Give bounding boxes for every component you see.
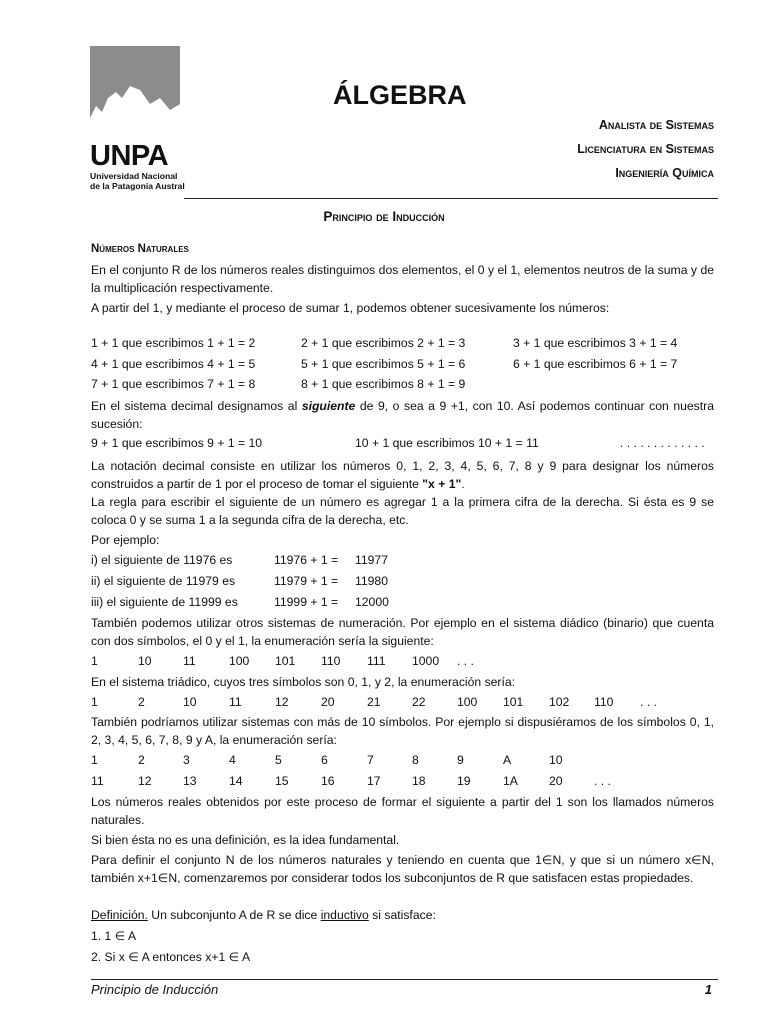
base11-number: 20 <box>549 774 563 788</box>
ternary-number: 2 <box>138 695 145 709</box>
example-text: i) el siguiente de 11976 es <box>91 553 233 567</box>
logo-subtitle-line2: de la Patagonia Austral <box>90 181 185 191</box>
base11-number: 16 <box>321 774 335 788</box>
document-title: ÁLGEBRA <box>333 80 467 110</box>
binary-number: 111 <box>367 654 386 668</box>
ternary-number: 100 <box>457 695 478 709</box>
page-number: 1 <box>704 982 712 997</box>
base11-number: 2 <box>138 753 145 767</box>
binary-number: 10 <box>138 654 152 668</box>
base11-number: 13 <box>183 774 197 788</box>
paragraph-notation: La notación decimal consiste en utilizar los números 0, 1, 2, 3, 4, 5, 6, 7, 8 y 9 para designar los números construidos a partir de 1 por el proceso de tomar el siguiente "x + 1". <box>91 459 714 491</box>
section-title: Principio de Inducción <box>323 209 445 224</box>
base11-number: 4 <box>229 753 236 767</box>
base11-number: 5 <box>275 753 282 767</box>
example-result: 11980 <box>355 574 388 588</box>
example-text: ii) el siguiente de 11979 es <box>91 574 236 588</box>
logo-subtitle-line1: Universidad Nacional <box>90 171 178 181</box>
condition-2: 2. Si x ∈ A entonces x+1 ∈ A <box>91 950 251 964</box>
succession-cell: 10 + 1 que escribimos 10 + 1 = 11 <box>355 436 539 450</box>
ternary-number: 22 <box>412 695 426 709</box>
paragraph-example-intro: Por ejemplo: <box>91 533 160 547</box>
binary-number: 110 <box>321 654 341 668</box>
paragraph-reals: En el conjunto R de los números reales distinguimos dos elementos, el 0 y el 1, elementos neutros de la suma y de la multiplicación respectivamente. <box>91 263 714 295</box>
base11-number: 9 <box>457 753 464 767</box>
base11-number: 10 <box>549 753 563 767</box>
example-sum: 11999 + 1 = <box>274 595 339 609</box>
binary-ellipsis: . . . <box>457 654 474 668</box>
base11-number: A <box>503 753 512 767</box>
base11-number: 3 <box>183 753 190 767</box>
example-result: 11977 <box>355 553 388 567</box>
program-3: Ingeniería Química <box>615 166 714 180</box>
succession-ellipsis: . . . . . . . . . . . . . <box>620 436 705 450</box>
base11-number: 14 <box>229 774 243 788</box>
subsection-heading: Números Naturales <box>91 243 189 255</box>
base11-number: 12 <box>138 774 152 788</box>
paragraph-decimal: En el sistema decimal designamos al siguiente de 9, o sea a 9 +1, con 10. Así podemos continuar con nuestra sucesión: <box>91 399 714 431</box>
base11-ellipsis: . . . <box>594 774 611 788</box>
definition-inductive: Definición. Un subconjunto A de R se dice inductivo si satisface: <box>91 908 436 922</box>
paragraph-define-n: Para definir el conjunto N de los números naturales y teniendo en cuenta que 1∈N, y que si un número x∈N, también x+1∈N, comenzaremos por considerar todos los subconjuntos de R que satisfacen estas propiedades. <box>91 853 714 885</box>
paragraph-rule: La regla para escribir el siguiente de un número es agregar 1 a la primera cifra de la derecha. Si ésta es 9 se coloca 0 y se suma 1 a la segunda cifra de la derecha, etc. <box>91 495 714 527</box>
sum-cell: 1 + 1 que escribimos 1 + 1 = 2 <box>91 336 256 350</box>
logo-wordmark: UNPA <box>90 140 169 172</box>
base11-number: 11 <box>91 774 104 788</box>
base11-number: 1 <box>91 753 98 767</box>
example-sum: 11976 + 1 = <box>274 553 339 567</box>
ternary-number: 12 <box>275 695 289 709</box>
example-result: 12000 <box>355 595 389 609</box>
paragraph-base11-intro: También podríamos utilizar sistemas con más de 10 símbolos. Por ejemplo si dispusiéramos de los símbolos 0, 1, 2, 3, 4, 5, 6, 7, 8, 9 y A, la enumeración sería: <box>91 715 714 747</box>
program-1: Analista de Sistemas <box>598 118 714 132</box>
base11-number: 7 <box>367 753 374 767</box>
base11-number: 1A <box>503 774 518 788</box>
base11-number: 17 <box>367 774 381 788</box>
example-text: iii) el siguiente de 11999 es <box>91 595 238 609</box>
condition-1: 1. 1 ∈ A <box>91 929 137 943</box>
sum-cell: 8 + 1 que escribimos 8 + 1 = 9 <box>301 377 466 391</box>
succession-cell: 9 + 1 que escribimos 9 + 1 = 10 <box>91 436 263 450</box>
binary-number: 1000 <box>412 654 440 668</box>
sum-cell: 4 + 1 que escribimos 4 + 1 = 5 <box>91 357 256 371</box>
paragraph-ternary-intro: En el sistema triádico, cuyos tres símbolos son 0, 1, y 2, la enumeración sería: <box>91 675 516 689</box>
paragraph-binary-intro: También podemos utilizar otros sistemas de numeración. Por ejemplo en el sistema diádico (binario) que cuenta con dos símbolos, el 0 y el 1, la enumeración sería la siguiente: <box>91 616 714 648</box>
binary-number: 100 <box>229 654 250 668</box>
ternary-number: 11 <box>229 695 242 709</box>
sum-cell: 2 + 1 que escribimos 2 + 1 = 3 <box>301 336 466 350</box>
ternary-number: 21 <box>367 695 381 709</box>
binary-number: 1 <box>91 654 98 668</box>
ternary-number: 102 <box>549 695 570 709</box>
paragraph-idea: Si bien ésta no es una definición, es la idea fundamental. <box>91 833 400 847</box>
sum-cell: 6 + 1 que escribimos 6 + 1 = 7 <box>513 357 678 371</box>
ternary-ellipsis: . . . <box>640 695 657 709</box>
binary-number: 11 <box>183 654 196 668</box>
example-sum: 11979 + 1 = <box>274 574 339 588</box>
ternary-number: 101 <box>503 695 524 709</box>
program-2: Licenciatura en Sistemas <box>577 142 714 156</box>
ternary-number: 110 <box>594 695 614 709</box>
footer-section-label: Principio de Inducción <box>91 982 219 997</box>
footer-divider <box>91 979 718 980</box>
header-divider <box>184 198 718 199</box>
base11-number: 8 <box>412 753 419 767</box>
base11-number: 15 <box>275 774 289 788</box>
ternary-number: 10 <box>183 695 197 709</box>
sum-cell: 5 + 1 que escribimos 5 + 1 = 6 <box>301 357 466 371</box>
sum-cell: 7 + 1 que escribimos 7 + 1 = 8 <box>91 377 256 391</box>
paragraph-naturals: Los números reales obtenidos por este proceso de formar el siguiente a partir del 1 son los llamados números naturales. <box>91 795 714 827</box>
paragraph-process: A partir del 1, y mediante el proceso de sumar 1, podemos obtener sucesivamente los números: <box>91 301 610 315</box>
sum-cell: 3 + 1 que escribimos 3 + 1 = 4 <box>513 336 678 350</box>
ternary-number: 1 <box>91 695 98 709</box>
binary-number: 101 <box>275 654 296 668</box>
ternary-number: 20 <box>321 695 335 709</box>
base11-number: 18 <box>412 774 426 788</box>
base11-number: 19 <box>457 774 471 788</box>
base11-number: 6 <box>321 753 328 767</box>
